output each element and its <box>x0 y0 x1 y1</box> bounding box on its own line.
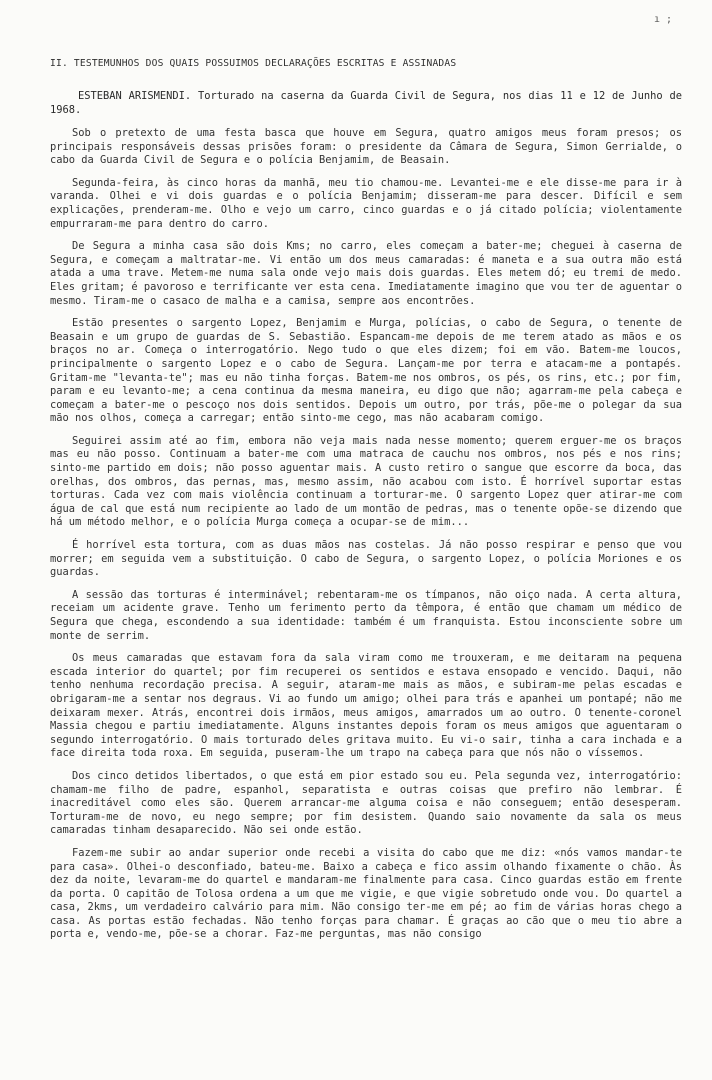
paragraph: Fazem-me subir ao andar superior onde recebi a visita do cabo que me diz: «nós vamos mandar-te para casa». Olhei-o desconfiado, bateu-me. Baixo a cabeça e fico assim olhando fixamente o chão. Às dez da noite, levaram-me do quartel e mandaram-me finalmente para casa. Cinco guardas estão em frente da porta. O capitão de Tolosa ordena a um que me vigie, e que vigie sobretudo onde vou. Do quartel a casa, 2kms, um verdadeiro calvário para mim. Não consigo ter-me em pé; ao fim de várias horas chego a casa. As portas estão fechadas. Não tenho forças para chamar. É graças ao cão que o meu tio abre a porta e, vendo-me, põe-se a chorar. Faz-me perguntas, mas não consigo <box>50 846 682 941</box>
paragraph: Sob o pretexto de uma festa basca que houve em Segura, quatro amigos meus foram presos; os principais responsáveis dessas prisões foram: o presidente da Câmara de Segura, Simon Gerrialde, o cabo da Guarda Civil de Segura e o polícia Benjamim, de Beasain. <box>50 127 682 167</box>
paragraph: Dos cinco detidos libertados, o que está em pior estado sou eu. Pela segunda vez, interrogatório: chamam-me filho de padre, espanhol, separatista e outras coisas que prefiro não lembrar. É inacreditável como eles são. Querem arrancar-me alguma coisa e não conseguem; então desesperam. Torturam-me de novo, eu nego sempre; por fim desistem. Quando saio novamente da sala os meus camaradas tinham desaparecido. Não sei onde estão. <box>50 769 682 837</box>
paragraph: É horrível esta tortura, com as duas mãos nas costelas. Já não posso respirar e penso que vou morrer; em seguida vem a substituição. O cabo de Segura, o sargento Lopez, o polícia Moriones e os guardas. <box>50 539 682 579</box>
paragraph: Seguirei assim até ao fim, embora não veja mais nada nesse momento; querem erguer-me os braços mas eu não posso. Continuam a bater-me com uma matraca de cauchu nos ombros, nos pés e nos rins; sinto-me partido em dois; não posso aguentar mais. A custo retiro o sangue que escorre da boca, das orelhas, dos ombros, das pernas, mas, mesmo assim, não acabou com isto. É horrível suportar estas torturas. Cada vez com mais violência continuam a torturar-me. O sargento Lopez quer atirar-me com água de cal que está num recipiente ao lado de um montão de pedras, mas o tenente opõe-se dizendo que há um método melhor, e o polícia Murga começa a ocupar-se de mim... <box>50 434 682 529</box>
paragraph: Segunda-feira, às cinco horas da manhã, meu tio chamou-me. Levantei-me e ele disse-me para ir à varanda. Olhei e vi dois guardas e o polícia Benjamim; disseram-me para descer. Difícil e sem explicações, prenderam-me. Olho e vejo um carro, cinco guardas e o já citado polícia; violentamente empurraram-me para dentro do carro. <box>50 176 682 230</box>
paragraph: Estão presentes o sargento Lopez, Benjamim e Murga, polícias, o cabo de Segura, o tenente de Beasain e um grupo de guardas de S. Sebastião. Espancam-me depois de me terem atado as mãos e os braços no ar. Começa o interrogatório. Nego tudo o que eles dizem; foi em vão. Batem-me loucos, principalmente o sargento Lopez e o cabo de Segura. Lançam-me por terra e atacam-me a pontapés. Gritam-me "levanta-te"; mas eu não tinha forças. Batem-me nos ombros, os pés, os rins, etc.; por fim, param e eu levanto-me; a cena continua da mesma maneira, eu digo que não; agarram-me pela cabeça e começam a bater-me o pescoço nos dois sentidos. Depois um outro, por trás, põe-me o polegar da sua mão nos olhos, começa a carregar; então sinto-me cego, mas não acabaram comigo. <box>50 317 682 425</box>
corner-marks: ı ; <box>653 14 672 25</box>
paragraph: A sessão das torturas é interminável; rebentaram-me os tímpanos, não oiço nada. A certa altura, receiam um acidente grave. Tenho um ferimento perto da têmpora, é então que chamam um médico de Segura que chega, escondendo a sua identidade: também é um franquista. Estou inconsciente sobre um monte de serrim. <box>50 588 682 642</box>
section-title: II. TESTEMUNHOS DOS QUAIS POSSUIMOS DECLARAÇÕES ESCRITAS E ASSINADAS <box>50 58 457 69</box>
paragraph: Os meus camaradas que estavam fora da sala viram como me trouxeram, e me deitaram na pequena escada interior do quartel; por fim recuperei os sentidos e estava ensopado e vencido. Daqui, não tenho nenhuma recordação precisa. A seguir, ataram-me mais as mãos, e subiram-me pelas escadas e obrigaram-me a sentar nos degraus. Vi ao fundo um amigo; olhei para trás e apanhei um pontapé; não me deixaram mexer. Atrás, encontrei dois irmãos, meus amigos, amarrados um ao outro. O tenente-coronel Massia chegou e partiu imediatamente. Alguns instantes depois foram os meus amigos que aguentaram o segundo interrogatório. O mais torturado deles gritava muito. Eu vi-o sair, tinha a cara inchada e a face direita toda roxa. Em seguida, puseram-lhe um trapo na cabeça para que nós não o víssemos. <box>50 652 682 760</box>
paragraph: De Segura a minha casa são dois Kms; no carro, eles começam a bater-me; cheguei à caserna de Segura, e começam a maltratar-me. Vi então um dos meus camaradas: é maneta e a sua outra mão está atada a uma trave. Metem-me numa sala onde vejo mais dois guardas. Eles metem dó; eu tremi de medo. Eles gritam; é pavoroso e terrificante ver esta cena. Imediatamente imagino que vou ter de aguentar o mesmo. Tiram-me o casaco de malha e a camisa, sempre aos encontrões. <box>50 240 682 307</box>
testimony-intro: ESTEBAN ARISMENDI. Torturado na caserna da Guarda Civil de Segura, nos dias 11 e 12 de Junho de 1968. <box>50 90 682 116</box>
testimony-body <box>50 127 682 942</box>
